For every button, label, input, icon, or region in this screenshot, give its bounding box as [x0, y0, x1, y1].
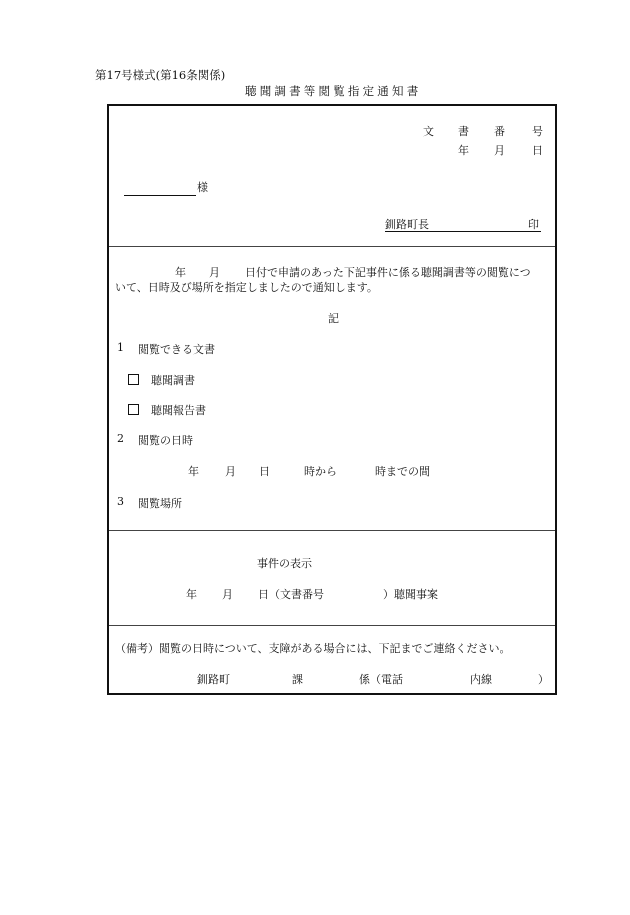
addressee-suffix: 様 — [197, 181, 208, 194]
doc-number-char-4: 号 — [532, 125, 543, 138]
datetime-from: 時から — [304, 465, 337, 478]
paragraph-line2-text: いて、日時及び場所を指定しましたので通知します。 — [115, 281, 378, 294]
form-number-label: 第17号様式(第16条関係) — [95, 68, 226, 82]
item2-number: 2 — [117, 432, 124, 445]
header-date-year: 年 — [458, 144, 469, 157]
addressee-blank-line — [124, 194, 196, 196]
ki-heading: 記 — [328, 312, 339, 325]
checkbox-icon[interactable] — [128, 404, 139, 415]
item1-number: 1 — [117, 341, 124, 354]
datetime-year: 年 — [188, 465, 199, 478]
case-doc-number: 日（文書番号 — [258, 588, 324, 601]
issuer-name: 釧路町長 — [385, 218, 429, 231]
datetime-day: 日 — [259, 465, 270, 478]
item3-label: 閲覧場所 — [138, 497, 182, 510]
datetime-until: 時までの間 — [375, 465, 430, 478]
item2-label: 閲覧の日時 — [138, 434, 193, 447]
option-hearing-report[interactable] — [128, 402, 206, 418]
paragraph-month: 月 — [209, 266, 220, 279]
seal-mark: 印 — [528, 218, 539, 231]
case-hearing-matter: ）聴聞事案 — [383, 588, 438, 601]
checkbox-icon[interactable] — [128, 374, 139, 385]
contact-extension: 内線 — [470, 673, 492, 686]
document-title: 聴聞調書等閲覧指定通知書 — [245, 84, 422, 98]
header-date-day: 日 — [532, 144, 543, 157]
doc-number-char-1: 文 — [423, 125, 434, 138]
option-hearing-record[interactable] — [128, 372, 195, 388]
paragraph-year: 年 — [175, 266, 186, 279]
case-month: 月 — [222, 588, 233, 601]
section-divider-1 — [109, 246, 555, 247]
item1-label: 閲覧できる文書 — [138, 343, 215, 356]
datetime-month: 月 — [225, 465, 236, 478]
option-hearing-record-label: 聴聞調書 — [151, 374, 195, 387]
doc-number-char-2: 書 — [458, 125, 469, 138]
contact-phone: 係（電話 — [359, 673, 403, 686]
contact-close-paren: ） — [538, 673, 549, 686]
issuer-underline — [385, 230, 541, 232]
contact-section: 課 — [292, 673, 303, 686]
case-year: 年 — [186, 588, 197, 601]
header-date-month: 月 — [494, 144, 505, 157]
contact-town: 釧路町 — [197, 673, 230, 686]
item3-number: 3 — [117, 495, 124, 508]
section-divider-3 — [109, 625, 555, 626]
paragraph-line1-text: 日付で申請のあった下記事件に係る聴聞調書等の閲覧につ — [245, 266, 531, 279]
option-hearing-report-label: 聴聞報告書 — [151, 404, 206, 417]
note-text: （備考）閲覧の日時について、支障がある場合には、下記までご連絡ください。 — [115, 642, 511, 655]
case-label: 事件の表示 — [257, 557, 312, 570]
notice-form-box — [107, 104, 557, 695]
section-divider-2 — [109, 530, 555, 531]
doc-number-char-3: 番 — [494, 125, 505, 138]
